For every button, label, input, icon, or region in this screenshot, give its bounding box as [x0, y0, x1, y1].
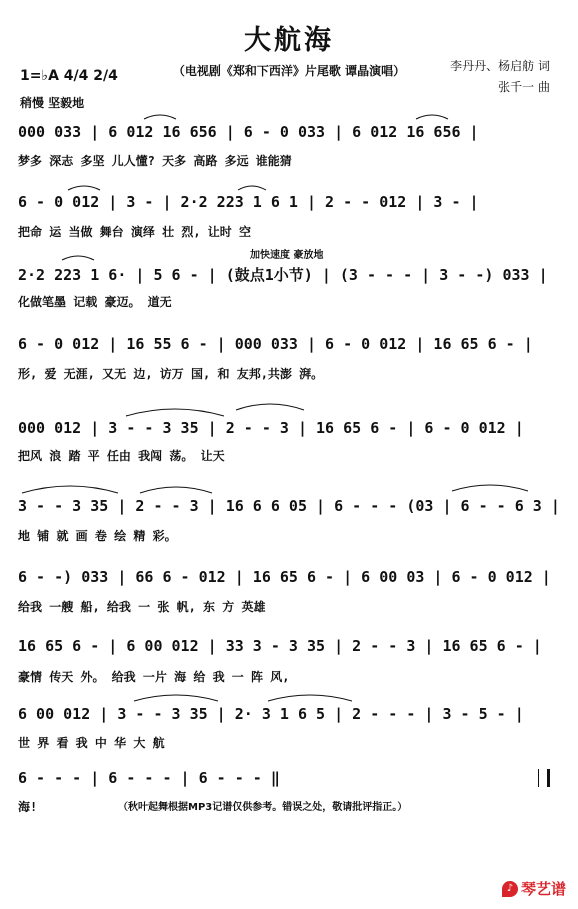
- slur-arc: [22, 486, 118, 493]
- music-line-9: 6 00 012 | 3 - - 3 35 | 2· 3 1 6 5 | 2 - - - | 3 - 5 - |: [18, 705, 524, 723]
- music-line-4: 6 - 0 012 | 16 55 6 - | 000 033 | 6 - 0 012 | 16 65 6 - |: [18, 335, 533, 353]
- slur-arc: [268, 695, 352, 701]
- music-line-8: 16 65 6 - | 6 00 012 | 33 3 - 3 35 | 2 - - 3 | 16 65 6 - |: [18, 637, 542, 655]
- site-logo: [502, 878, 566, 899]
- lyricist: 李丹丹、杨启舫 词: [450, 59, 550, 73]
- slur-arc: [236, 404, 304, 410]
- lyric-line-1: 梦多 深志 多坚 儿人懂? 天多 高路 多远 谁能猜: [18, 154, 292, 168]
- music-line-5: 000 012 | 3 - - 3 35 | 2 - - 3 | 16 65 6 - | 6 - 0 012 |: [18, 419, 524, 437]
- music-line-3: 2·2 223 1 6· | 5 6 - | (鼓点1小节) | (3 - - - | 3 - -) 033 |: [18, 266, 548, 284]
- lyric-line-5: 把风 浪 踏 平 任由 我闯 荡。 让天: [18, 449, 225, 463]
- music-line-6: 3 - - 3 35 | 2 - - 3 | 16 6 6 05 | 6 - - - (03 | 6 - - 6 3 |: [18, 497, 560, 515]
- music-line-2: 6 - 0 012 | 3 - | 2·2 223 1 6 1 | 2 - - 012 | 3 - |: [18, 193, 479, 211]
- lyric-line-3: 化做笔墨 记载 豪迈。 道无: [18, 295, 172, 309]
- lyric-line-6: 地 铺 就 画 卷 绘 精 彩。: [18, 529, 177, 543]
- lyric-line-9: 世 界 看 我 中 华 大 航: [18, 736, 165, 750]
- slur-arc: [134, 695, 218, 701]
- music-line-10: 6 - - - | 6 - - - | 6 - - - ‖: [18, 769, 280, 787]
- music-line-1: 000 033 | 6 012 16 656 | 6 - 0 033 | 6 012 16 656 |: [18, 123, 479, 141]
- tempo-marking: 稍慢 坚毅地: [20, 96, 85, 110]
- slur-arc: [68, 186, 100, 190]
- lyric-line-7: 给我 一艘 船, 给我 一 张 帆, 东 方 英雄: [18, 600, 266, 614]
- music-note-icon: ♪: [502, 881, 518, 897]
- page-title: 大航海: [244, 25, 334, 56]
- tempo-change-marking: 加快速度 豪放地: [250, 250, 324, 261]
- music-line-7: 6 - -) 033 | 66 6 - 012 | 16 65 6 - | 6 00 03 | 6 - 0 012 |: [18, 568, 551, 586]
- page-subtitle: （电视剧《郑和下西洋》片尾歌 谭晶演唱）: [172, 64, 406, 78]
- lyric-line-2: 把命 运 当做 舞台 演绎 壮 烈, 让时 空: [18, 225, 252, 239]
- logo-text: 琴艺谱: [520, 880, 566, 898]
- slur-arc: [62, 256, 94, 260]
- slur-arc: [144, 115, 176, 119]
- slur-arc: [140, 487, 212, 493]
- slur-arc: [452, 485, 528, 491]
- composer: 张千一 曲: [498, 80, 550, 94]
- lyric-line-8: 豪情 传天 外。 给我 一片 海 给 我 一 阵 风,: [18, 670, 290, 684]
- final-barline: [538, 769, 550, 787]
- key-signature: 1=♭A 4/4 2/4: [20, 68, 118, 84]
- transcription-note: （秋叶起舞根据MP3记谱仅供参考。错误之处，敬请批评指正。）: [118, 802, 408, 813]
- lyric-line-10: 海!: [18, 800, 38, 814]
- slur-arc: [126, 409, 224, 416]
- credits: [450, 56, 550, 98]
- lyric-line-4: 形, 爱 无涯, 又无 边, 访万 国, 和 友邦,共澎 湃。: [18, 367, 324, 381]
- slur-arc: [416, 115, 448, 119]
- slur-arc: [238, 186, 266, 190]
